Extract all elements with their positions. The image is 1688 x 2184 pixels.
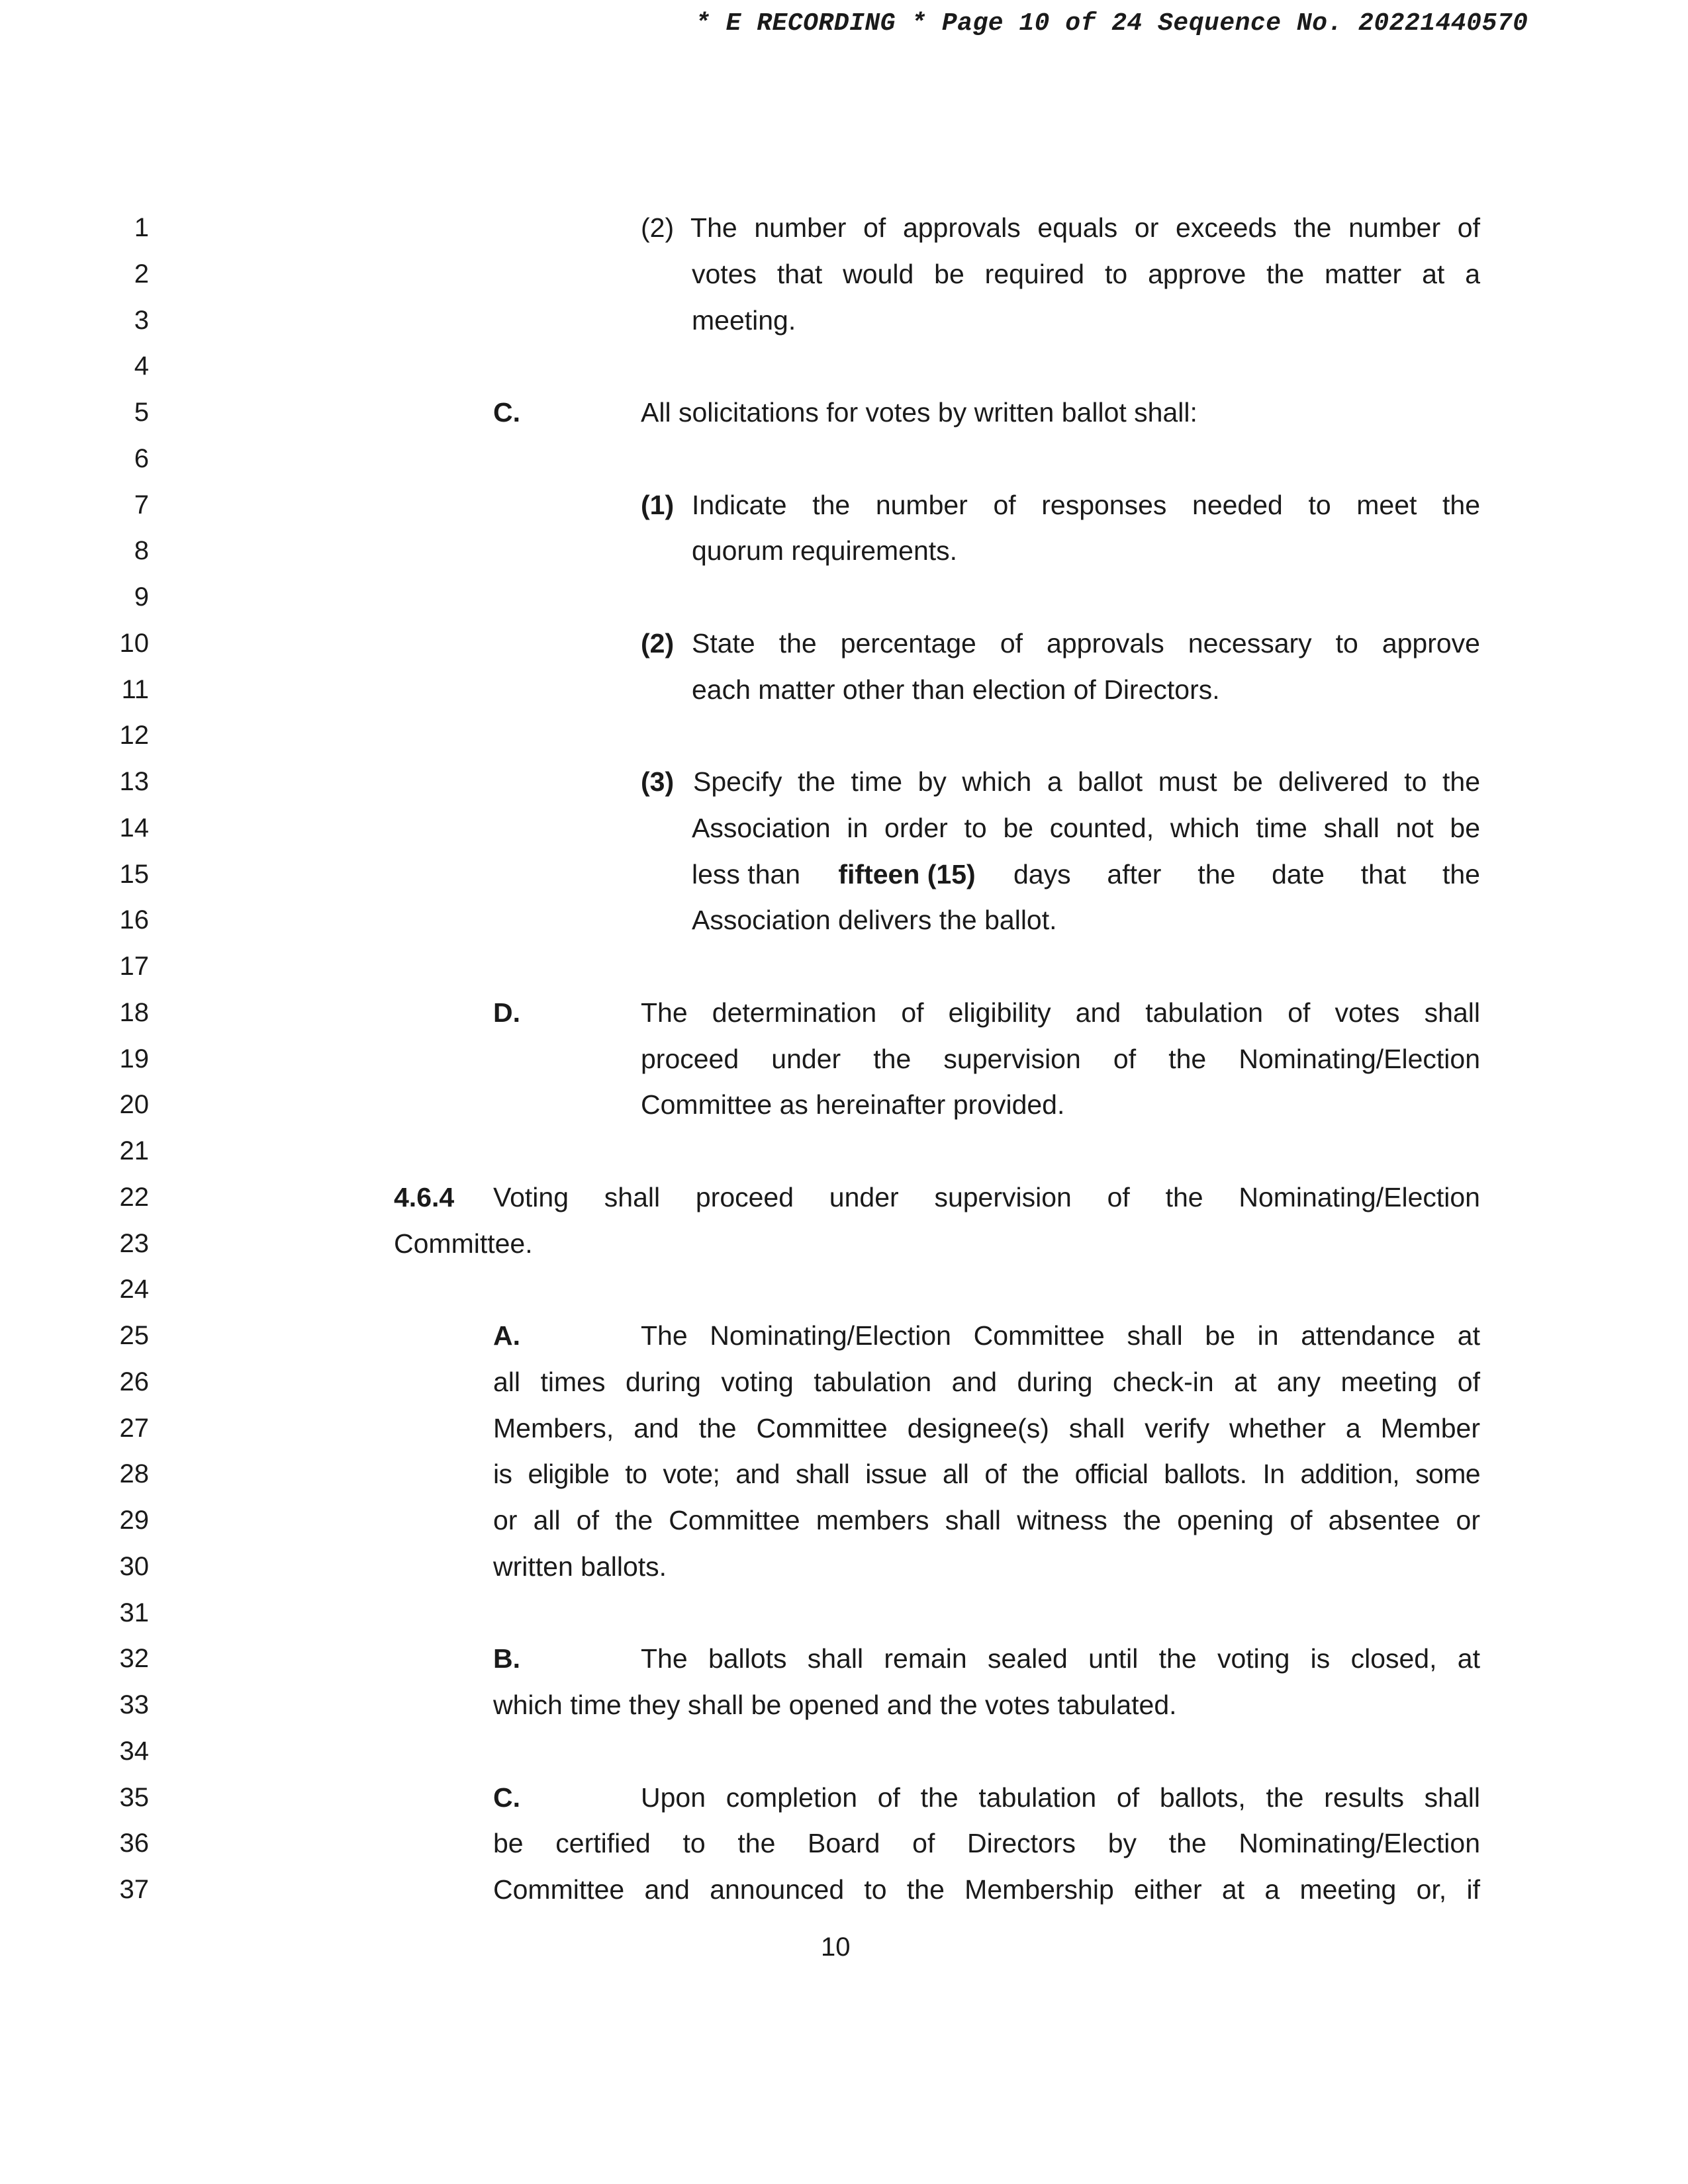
c-item-3-number: (3) [641, 766, 675, 797]
line-number: 13 [119, 767, 149, 796]
sub-a-label: A. [493, 1320, 520, 1351]
line-number: 16 [119, 905, 149, 934]
sub-c-line-2: be certified to the Board of Directors by the Nominating/Election [493, 1828, 1480, 1858]
c-item-1-line-2: quorum requirements. [692, 535, 958, 566]
line-number: 23 [119, 1229, 149, 1258]
page-number: 10 [821, 1933, 851, 1962]
sub-b-line-1: The ballots shall remain sealed until the voting is closed, at [641, 1643, 1480, 1674]
line-number: 36 [119, 1829, 149, 1858]
c-item-2-number: (2) [641, 628, 675, 659]
sub-a-line-4: is eligible to vote; and shall issue all of the official ballots. In addition, some [493, 1459, 1480, 1489]
line-number: 1 [134, 213, 149, 242]
c-item-3-less-than: less than [692, 859, 801, 889]
sub-a-line-5: or all of the Committee members shall witness the opening of absentee or [493, 1505, 1480, 1535]
item-2-line-2: votes that would be required to approve the matter at a [692, 259, 1480, 289]
c-item-2-line-1: State the percentage of approvals necessary to approve [692, 628, 1480, 659]
line-number: 12 [119, 721, 149, 750]
line-number: 28 [119, 1459, 149, 1488]
section-d-line-2: proceed under the supervision of the Nominating/Election [641, 1044, 1480, 1074]
line-number: 33 [119, 1690, 149, 1719]
line-number: 3 [134, 306, 149, 335]
line-number: 17 [119, 952, 149, 981]
sub-a-line-2: all times during voting tabulation and during check-in at any meeting of [493, 1367, 1480, 1397]
line-number: 24 [119, 1275, 149, 1304]
section-d-label: D. [493, 997, 520, 1028]
line-number: 25 [119, 1321, 149, 1350]
line-number: 31 [119, 1598, 149, 1627]
line-number: 37 [119, 1875, 149, 1904]
line-number: 30 [119, 1552, 149, 1581]
line-number: 21 [119, 1136, 149, 1165]
line-number: 15 [119, 860, 149, 889]
sub-c-line-3: Committee and announced to the Membership either at a meeting or, if [493, 1874, 1480, 1905]
sub-b-line-2: which time they shall be opened and the votes tabulated. [493, 1690, 1177, 1720]
sub-c-label: C. [493, 1782, 520, 1813]
section-d-line-3: Committee as hereinafter provided. [641, 1089, 1065, 1120]
c-item-1-number: (1) [641, 490, 675, 520]
sub-a-line-6: written ballots. [493, 1551, 667, 1582]
line-number: 6 [134, 444, 149, 473]
sub-a-line-3: Members, and the Committee designee(s) shall verify whether a Member [493, 1413, 1480, 1443]
item-2-line-1: (2) The number of approvals equals or exceeds the number of [641, 212, 1480, 243]
line-number: 26 [119, 1367, 149, 1396]
line-number: 5 [134, 398, 149, 427]
c-item-3-line-1: Specify the time by which a ballot must be delivered to the [693, 766, 1480, 797]
line-number: 32 [119, 1644, 149, 1673]
line-number: 14 [119, 813, 149, 842]
c-item-3-after-date: days after the date that the [1013, 859, 1480, 889]
item-2-line-3: meeting. [692, 305, 796, 336]
line-number: 2 [134, 259, 149, 289]
c-item-3-line-3 [692, 858, 1480, 890]
c-item-3-line-2: Association in order to be counted, which time shall not be [692, 813, 1480, 843]
section-4-6-4-line-1: Voting shall proceed under supervision of the Nominating/Election [493, 1182, 1480, 1212]
line-number: 35 [119, 1783, 149, 1812]
line-number: 4 [134, 351, 149, 381]
line-number: 19 [119, 1044, 149, 1073]
c-item-1-line-1: Indicate the number of responses needed to meet the [692, 490, 1480, 520]
recording-header: * E RECORDING * Page 10 of 24 Sequence No. 20221440570 [695, 9, 1528, 38]
line-number: 10 [119, 629, 149, 658]
line-number: 7 [134, 490, 149, 520]
line-number: 20 [119, 1090, 149, 1119]
line-number: 8 [134, 536, 149, 565]
line-number: 27 [119, 1414, 149, 1443]
line-number: 22 [119, 1183, 149, 1212]
sub-b-label: B. [493, 1643, 520, 1674]
section-d-line-1: The determination of eligibility and tabulation of votes shall [641, 997, 1480, 1028]
line-number: 9 [134, 582, 149, 612]
sub-a-line-1: The Nominating/Election Committee shall be in attendance at [641, 1320, 1480, 1351]
line-number: 18 [119, 998, 149, 1027]
section-c-text: All solicitations for votes by written ballot shall: [641, 397, 1197, 428]
section-c-label: C. [493, 397, 520, 428]
sub-c-line-1: Upon completion of the tabulation of ballots, the results shall [641, 1782, 1480, 1813]
c-item-3-line-4: Association delivers the ballot. [692, 905, 1057, 935]
section-4-6-4-line-2: Committee. [394, 1228, 533, 1259]
section-4-6-4-number: 4.6.4 [394, 1182, 455, 1212]
line-number: 34 [119, 1737, 149, 1766]
line-number: 29 [119, 1506, 149, 1535]
c-item-3-fifteen-days: fifteen (15) [838, 859, 976, 889]
c-item-2-line-2: each matter other than election of Directors. [692, 674, 1220, 705]
line-number: 11 [121, 675, 149, 704]
